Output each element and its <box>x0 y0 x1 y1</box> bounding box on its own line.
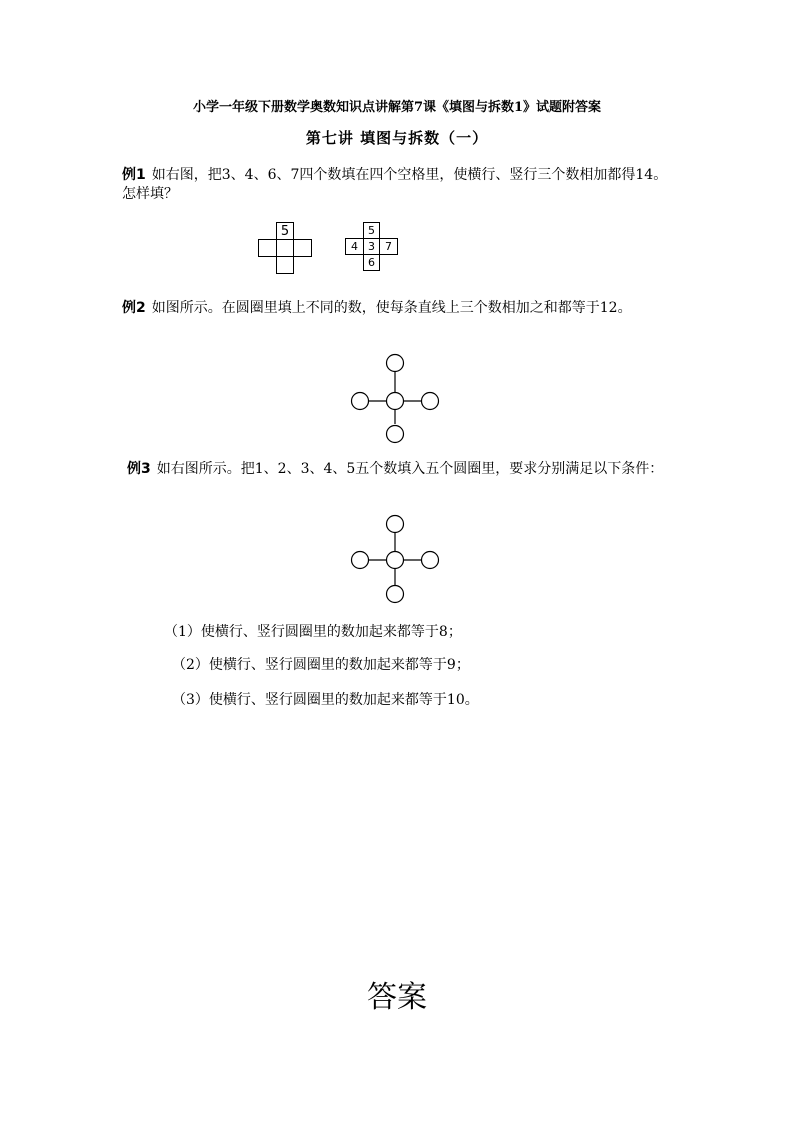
example-3-text: 如右图所示。把1、2、3、4、5五个数填入五个圆圈里，要求分别满足以下条件： <box>156 461 664 477</box>
circle-center <box>387 393 404 410</box>
example-1-text: 如右图，把3、4、6、7四个数填在四个空格里，使横行、竖行三个数相加都得14。怎样填？ <box>122 167 668 202</box>
answer-heading: 答案 <box>367 980 427 1015</box>
circle-top <box>387 355 404 372</box>
grid-cell-top: 5 <box>276 222 294 240</box>
condition-3: （3）使横行、竖行圆圈里的数加起来都等于10。 <box>172 692 479 708</box>
example-1-answer-grid <box>345 222 400 274</box>
answer-cell-top: 5 <box>363 222 380 239</box>
document-title: 小学一年级下册数学奥数知识点讲解第7课《填图与拆数1》试题附答案 <box>192 100 602 115</box>
answer-cell-right: 7 <box>379 238 398 255</box>
answer-cell-left: 4 <box>345 238 364 255</box>
circle-bottom <box>387 426 404 443</box>
answer-cell-bottom: 6 <box>363 254 380 271</box>
circle-center <box>387 552 404 569</box>
example-1-question-grid <box>258 222 313 274</box>
grid-cell-bottom <box>276 256 294 274</box>
grid-cell-center <box>276 239 294 257</box>
example-3 <box>127 460 677 479</box>
example-3-label: 例3 <box>127 461 151 477</box>
answer-cell-center: 3 <box>363 238 380 255</box>
circle-right <box>422 393 439 410</box>
example-1 <box>122 166 672 204</box>
grid-cell-right <box>293 239 312 257</box>
example-2-text: 如图所示。在圆圈里填上不同的数，使每条直线上三个数相加之和都等于12。 <box>151 300 632 316</box>
example-3-circle-cross <box>350 514 442 606</box>
example-2-circle-cross <box>350 353 442 445</box>
condition-2: （2）使横行、竖行圆圈里的数加起来都等于9； <box>172 657 470 673</box>
lecture-title: 第七讲 填图与拆数（一） <box>305 129 489 147</box>
example-2 <box>122 299 672 318</box>
grid-cell-left <box>258 239 277 257</box>
circle-bottom <box>387 586 404 603</box>
condition-1: （1）使横行、竖行圆圈里的数加起来都等于8； <box>164 624 462 640</box>
circle-left <box>352 552 369 569</box>
example-2-label: 例2 <box>122 300 146 316</box>
circle-right <box>422 552 439 569</box>
example-1-label: 例1 <box>122 167 146 183</box>
circle-top <box>387 516 404 533</box>
circle-left <box>352 393 369 410</box>
